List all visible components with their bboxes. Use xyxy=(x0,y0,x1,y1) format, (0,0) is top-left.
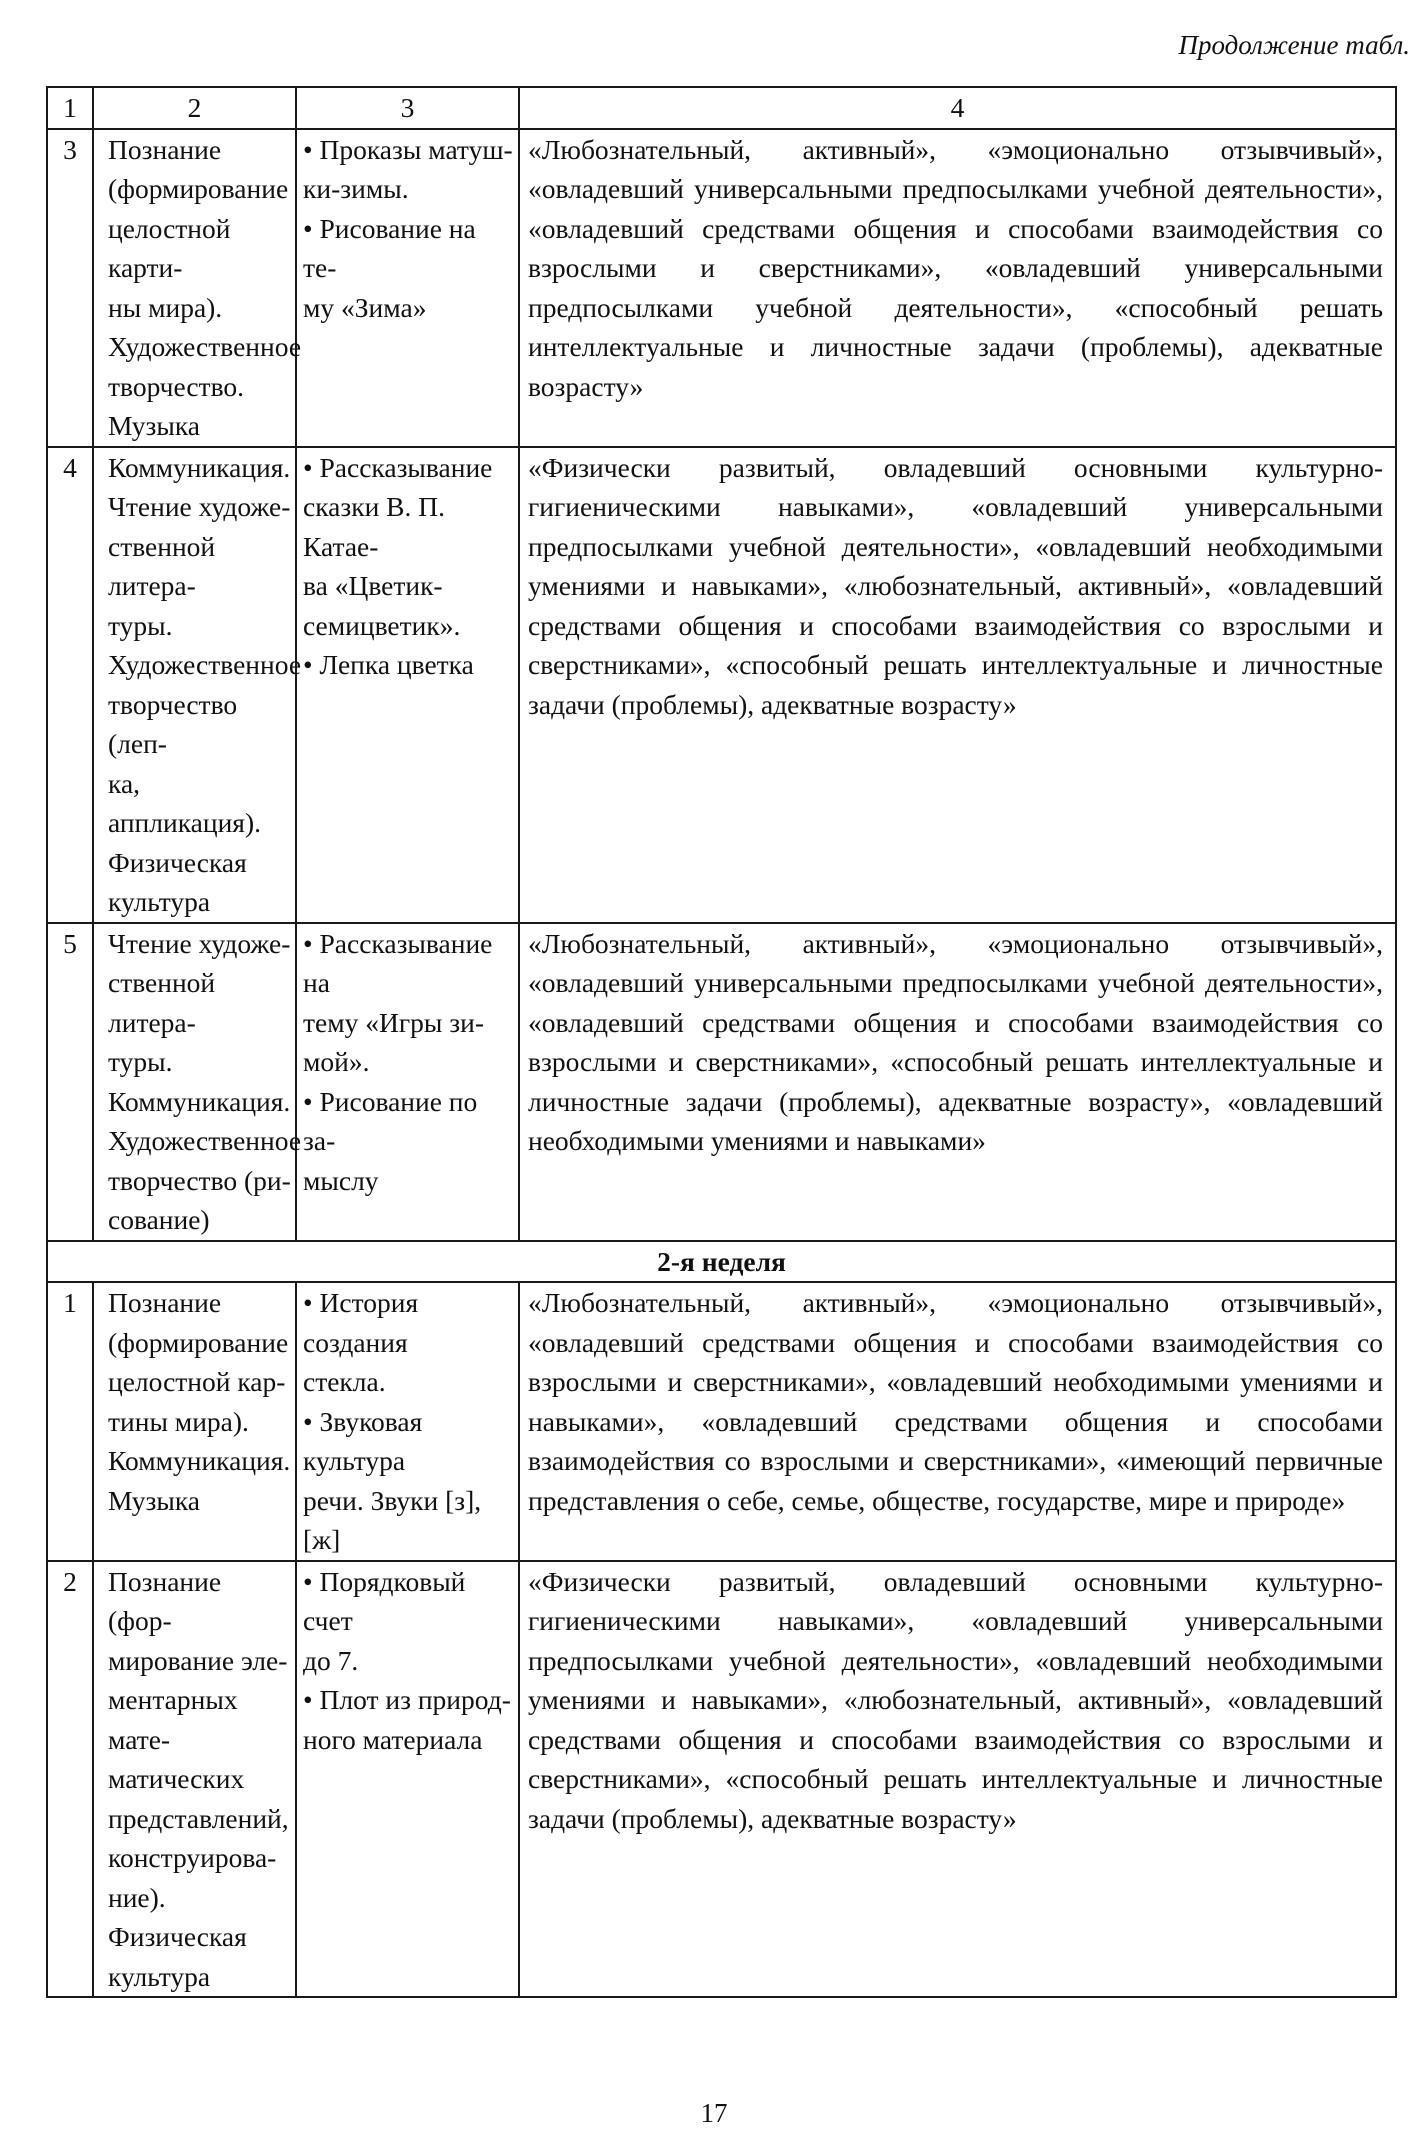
week-separator-row xyxy=(47,1241,1396,1283)
activity-line: мой». xyxy=(303,1046,370,1077)
education-area-line: тины мира). xyxy=(108,1405,249,1437)
activity-line: ки-зимы. xyxy=(303,173,409,204)
education-area-line: (формирование xyxy=(108,173,289,204)
activity-line: мыслу xyxy=(303,1164,379,1196)
row-number: 2 xyxy=(47,1561,93,1998)
education-area-line: ментарных мате- xyxy=(108,1684,238,1755)
activity-line: речи. Звуки [з], [ж] xyxy=(303,1484,482,1555)
education-area-line: целостной карти- xyxy=(108,212,231,283)
activity-line: стекла. xyxy=(303,1366,386,1397)
education-area-line: Музыка xyxy=(108,410,201,441)
education-area-line: матических xyxy=(108,1763,245,1794)
activities-cell xyxy=(296,129,519,447)
activity-line: • Рисование по за- xyxy=(303,1085,478,1156)
education-area-line: Коммуникация. xyxy=(108,451,291,483)
education-areas-cell xyxy=(93,1282,296,1561)
table-row xyxy=(47,1282,1396,1561)
education-areas-cell xyxy=(93,923,302,1241)
activity-line: • Плот из природ- xyxy=(303,1684,511,1715)
education-area-line: конструирова- xyxy=(108,1842,277,1873)
education-area-line: Чтение художе- xyxy=(108,927,291,959)
week-label: 2-я неделя xyxy=(47,1241,1396,1283)
results-cell: «Физически развитый, овладевший основными культурно-гигиеническими навыками», «овладевший универсальными предпосылками учебной деятельности», «овладевший необходимыми умениями и навыками», «любознательный, активный», «овладевший средствами общения и способами взаимодействия со взрослыми и сверстниками», «способный решать интеллектуальные и личностные задачи (проблемы), адекватные возрасту» xyxy=(519,447,1396,923)
column-header: 2 xyxy=(93,87,296,129)
activity-line: тему «Игры зи- xyxy=(303,1006,484,1038)
education-area-line: культура xyxy=(108,1960,211,1992)
activity-line: ного материала xyxy=(303,1723,483,1755)
activity-line: му «Зима» xyxy=(303,291,427,323)
activity-line: сказки В. П. Катае- xyxy=(303,491,445,562)
education-area-line: туры. xyxy=(108,609,173,641)
education-area-line: целостной кар- xyxy=(108,1366,286,1397)
education-area-line: Коммуникация. xyxy=(108,1445,291,1476)
education-area-line: ны мира). xyxy=(108,291,223,323)
education-areas-cell xyxy=(93,1561,296,1998)
activity-line: • Рассказывание xyxy=(303,451,493,483)
table-row xyxy=(47,923,1396,1241)
activities-cell xyxy=(296,1282,519,1561)
results-cell: «Физически развитый, овладевший основными культурно-гигиеническими навыками», «овладевший универсальными предпосылками учебной деятельности», «овладевший необходимыми умениями и навыками», «любознательный, активный», «овладевший средствами общения и способами взаимодействия со взрослыми и сверстниками», «способный решать интеллектуальные и личностные задачи (проблемы), адекватные возрасту» xyxy=(519,1561,1396,1998)
education-areas-cell xyxy=(93,129,302,447)
education-area-line: Познание (фор- xyxy=(108,1565,222,1636)
row-number: 4 xyxy=(47,447,93,923)
row-number: 1 xyxy=(47,1282,93,1561)
education-area-line: Художественное xyxy=(108,331,302,362)
activity-line: • Рисование на те- xyxy=(303,212,476,283)
activity-line: • Лепка цветка xyxy=(303,649,474,680)
activity-line: • Проказы матуш- xyxy=(303,133,513,165)
education-area-line: творчество. xyxy=(108,370,244,402)
education-area-line: ние). xyxy=(108,1881,166,1913)
activity-line: • Звуковая культура xyxy=(303,1405,423,1476)
row-number: 5 xyxy=(47,923,93,1241)
education-area-line: ственной литера- xyxy=(108,530,216,601)
table-header-row xyxy=(47,87,1396,129)
row-number: 3 xyxy=(47,129,93,447)
education-area-line: Художественное xyxy=(108,649,302,680)
activities-cell xyxy=(296,1561,519,1998)
education-area-line: Коммуникация. xyxy=(108,1085,291,1117)
activity-line: • Порядковый счет xyxy=(303,1565,466,1636)
page-header: Продолжение табл. xyxy=(1178,30,1410,60)
education-area-line: Познание xyxy=(108,133,222,165)
education-areas-cell xyxy=(93,447,302,923)
table-row xyxy=(47,129,1396,447)
page-number: 17 xyxy=(700,2098,728,2128)
column-header: 4 xyxy=(519,87,1396,129)
education-area-line: Физическая xyxy=(108,1921,247,1952)
activity-line: до 7. xyxy=(303,1644,359,1676)
education-area-line: культура xyxy=(108,886,211,917)
education-area-line: Чтение художе- xyxy=(108,491,291,522)
education-area-line: ка, аппликация). xyxy=(108,767,261,838)
activities-cell xyxy=(296,923,519,1241)
education-area-line: туры. xyxy=(108,1046,173,1077)
education-area-line: сование) xyxy=(108,1204,210,1235)
column-header: 3 xyxy=(296,87,519,129)
activity-line: ва «Цветик- xyxy=(303,570,443,601)
table-row xyxy=(47,447,1396,923)
table-row xyxy=(47,1561,1396,1998)
activity-line: • Рассказывание на xyxy=(303,927,493,998)
education-area-line: Художественное xyxy=(108,1125,302,1156)
activity-line: • История создания xyxy=(303,1287,419,1358)
education-area-line: творчество (ри- xyxy=(108,1164,291,1196)
results-cell: «Любознательный, активный», «эмоционально отзывчивый», «овладевший универсальными предпосылками учебной деятельности», «овладевший средствами общения и способами взаимодействия со взрослыми и сверстниками», «овладевший универсальными предпосылками учебной деятельности», «способный решать интеллектуальные и личностные задачи (проблемы), адекватные возрасту» xyxy=(519,129,1396,447)
activities-table xyxy=(46,86,1397,1998)
education-area-line: ственной литера- xyxy=(108,967,216,1038)
activity-line: семицветик». xyxy=(303,609,461,641)
education-area-line: творчество (леп- xyxy=(108,688,238,759)
education-area-line: мирование эле- xyxy=(108,1644,288,1676)
education-area-line: Физическая xyxy=(108,846,247,878)
education-area-line: Музыка xyxy=(108,1484,201,1516)
education-area-line: Познание xyxy=(108,1287,222,1318)
education-area-line: представлений, xyxy=(108,1802,289,1834)
column-header: 1 xyxy=(47,87,93,129)
results-cell: «Любознательный, активный», «эмоционально отзывчивый», «овладевший средствами общения и способами взаимодействия со взрослыми и сверстниками», «овладевший необходимыми умениями и навыками», «овладевший средствами общения и способами взаимодействия со взрослыми и сверстниками», «имеющий первичные представления о себе, семье, обществе, государстве, мире и природе» xyxy=(519,1282,1396,1561)
activities-cell xyxy=(296,447,519,923)
education-area-line: (формирование xyxy=(108,1326,289,1358)
results-cell: «Любознательный, активный», «эмоционально отзывчивый», «овладевший универсальными предпосылками учебной деятельности», «овладевший средствами общения и способами взаимодействия со взрослыми и сверстниками», «способный решать интеллектуальные и личностные задачи (проблемы), адекватные возрасту», «овладевший необходимыми умениями и навыками» xyxy=(519,923,1396,1241)
